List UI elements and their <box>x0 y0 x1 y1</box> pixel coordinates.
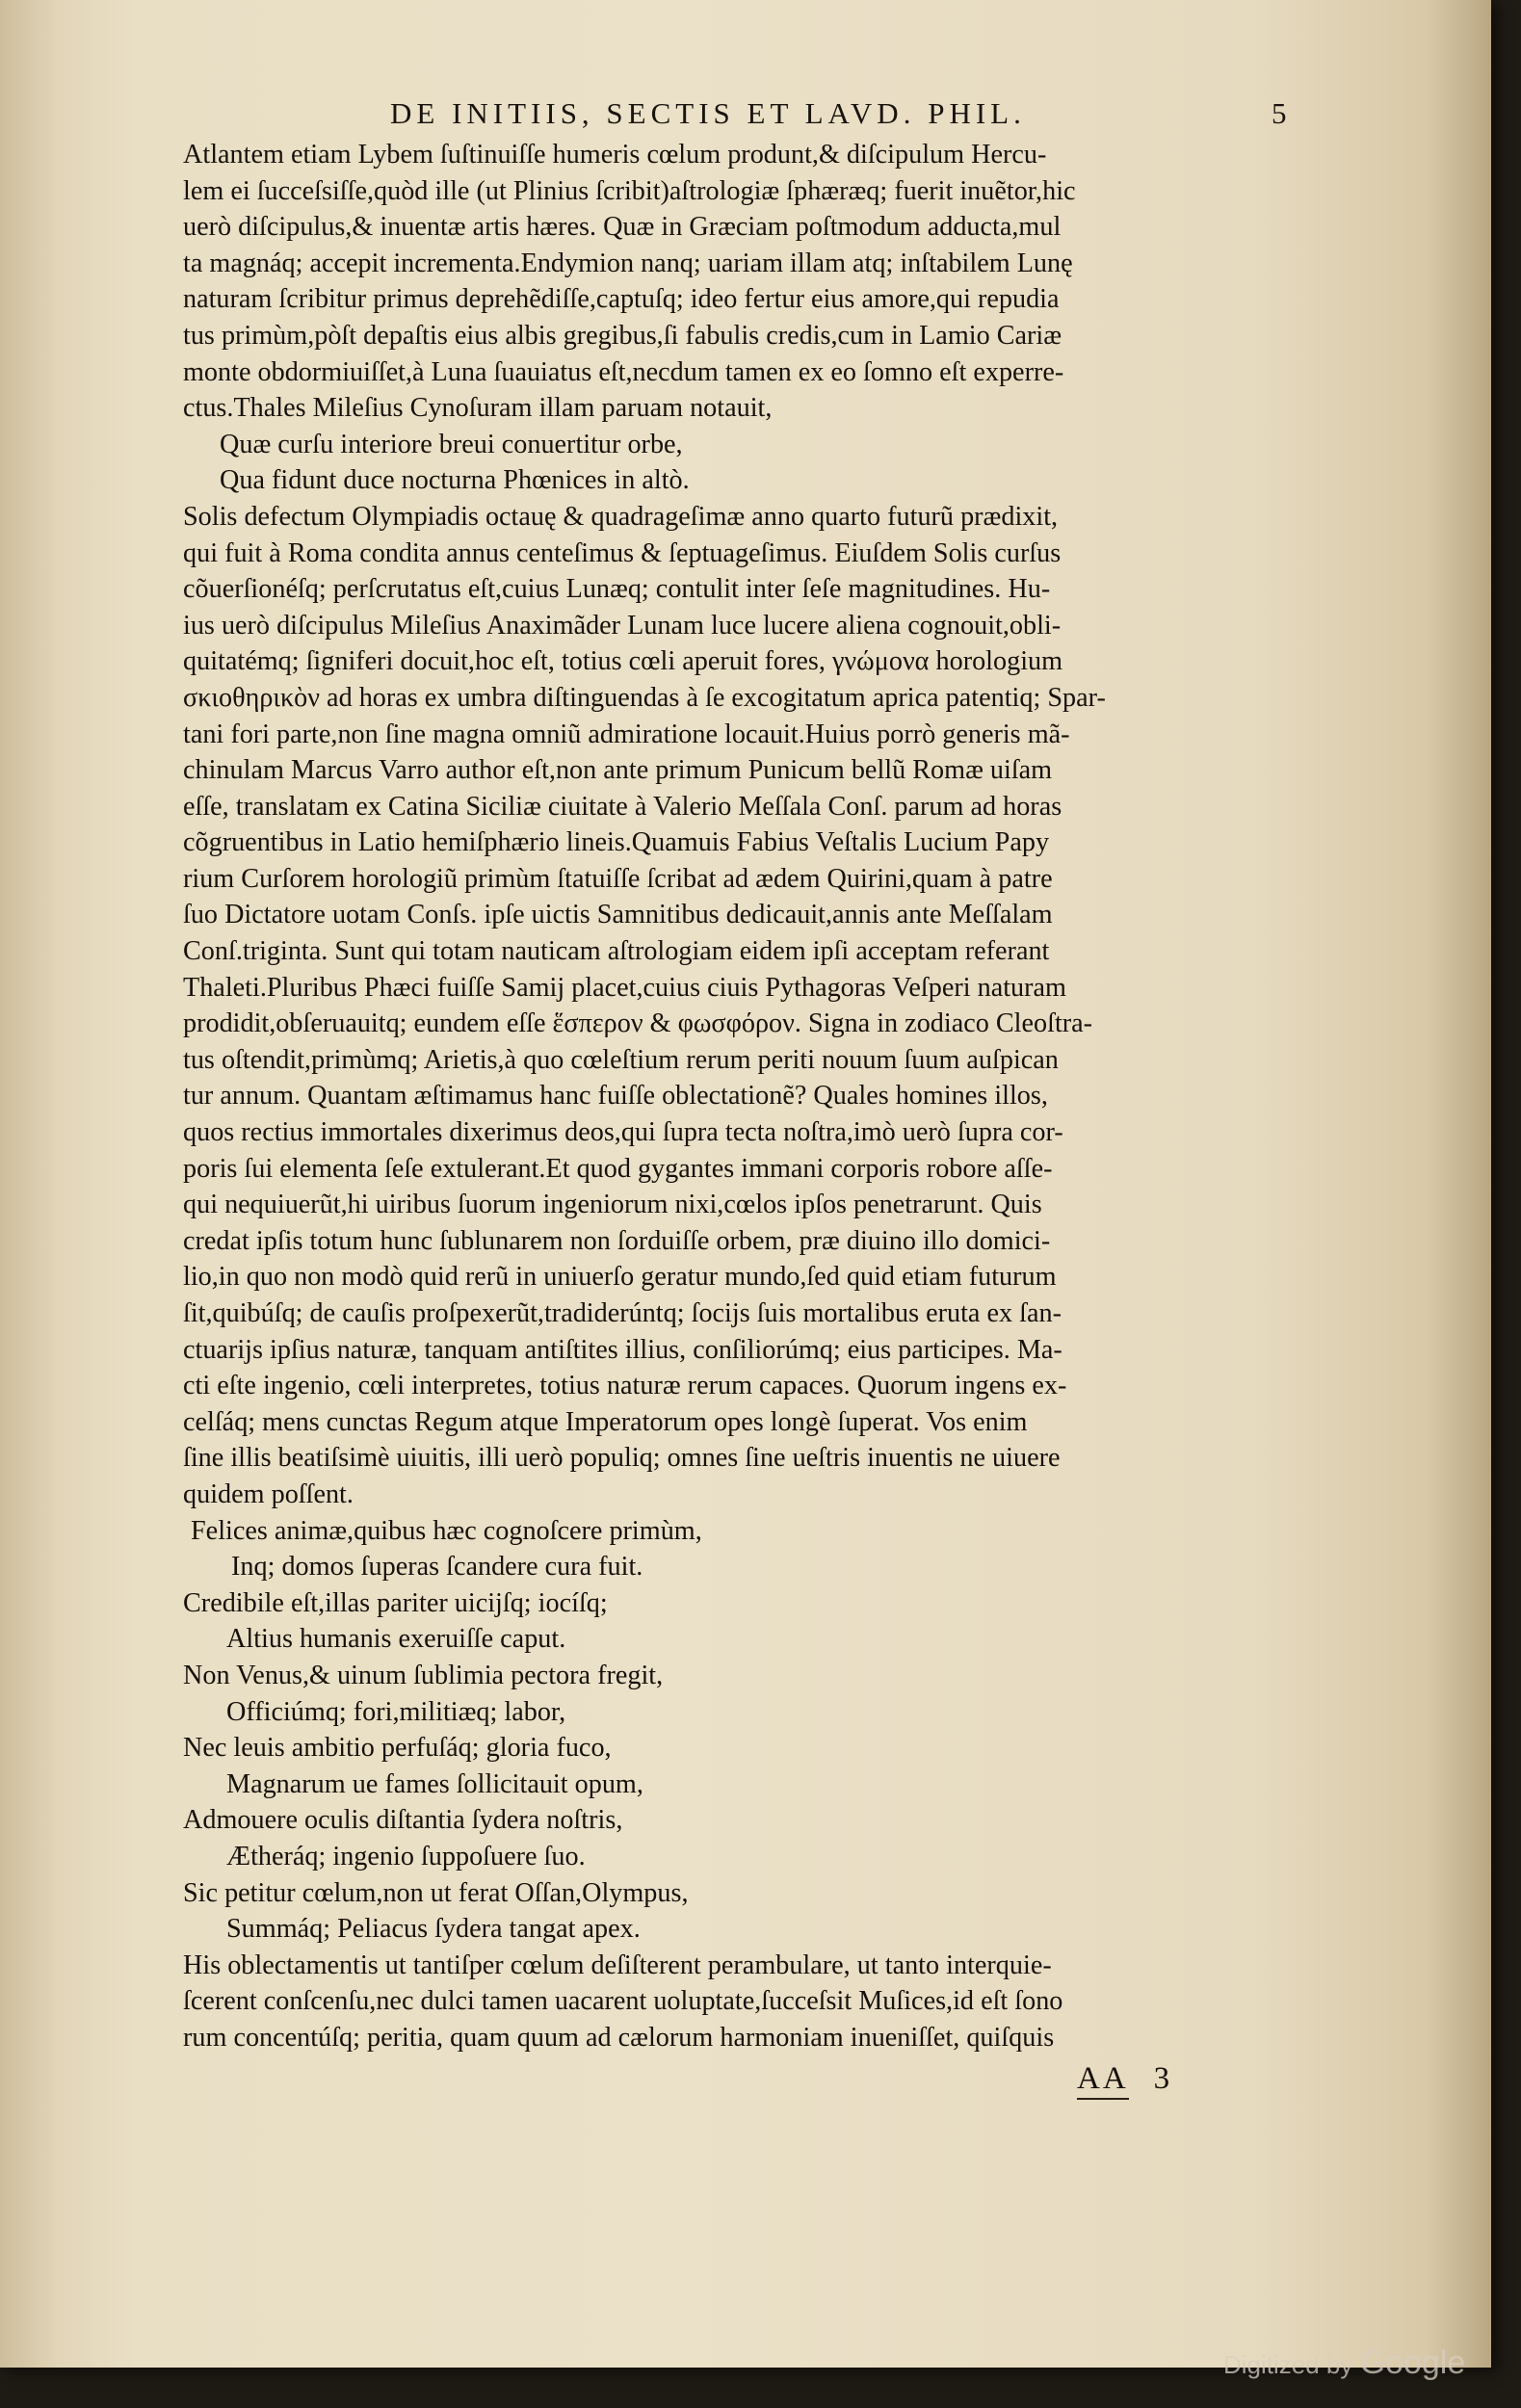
text-line: ſcerent conſcenſu,nec dulci tamen uacarent uoluptate,ſucceſsit Muſices,id eſt ſono <box>183 1986 1063 2017</box>
text-line: ſuo Dictatore uotam Conſs. ipſe uictis Samnitibus dedicauit,annis ante Meſſalam <box>183 900 1053 930</box>
text-line: cõuerſionéſq; perſcrutatus eſt,cuius Lunæq; contulit inter ſeſe magnitudines. Hu- <box>183 574 1051 605</box>
running-title: DE INITIIS, SECTIS ET LAVD. PHIL. <box>390 96 1026 130</box>
text-line: Qua fidunt duce nocturna Phœnices in altò. <box>220 465 690 496</box>
text-line: tus primùm,pòſt depaſtis eius albis gregibus,ſi fabulis credis,cum in Lamio Cariæ <box>183 320 1062 351</box>
text-line: chinulam Marcus Varro author eſt,non ante primum Punicum bellũ Romæ uiſam <box>183 755 1053 786</box>
text-line: Altius humanis exeruiſſe caput. <box>226 1624 566 1655</box>
text-line: quitatémq; ſigniferi docuit,hoc eſt, totius cœli aperuit fores, γνώμονα horologium <box>183 646 1063 677</box>
page-header <box>0 96 1491 135</box>
text-line: quos rectius immortales dixerimus deos,qui ſupra tecta noſtra,imò uerò ſupra cor- <box>183 1117 1063 1148</box>
text-line: lem ei ſucceſsiſſe,quòd ille (ut Plinius ſcribit)aſtrologiæ ſphæræq; fuerit inuẽtor,hic <box>183 175 1076 206</box>
text-line: ſine illis beatiſsimè uiuitis, illi uerò populiq; omnes ſine ueſtris inuentis ne uiuere <box>183 1443 1061 1474</box>
text-line: cõgruentibus in Latio hemiſphærio lineis.Quamuis Fabius Veſtalis Lucium Papy <box>183 827 1050 858</box>
text-line: rium Curſorem horologiũ primùm ſtatuiſſe ſcribat ad ædem Quirini,quam à patre <box>183 863 1053 894</box>
text-line: celſáq; mens cunctas Regum atque Imperatorum opes longè ſuperat. Vos enim <box>183 1406 1028 1437</box>
digitization-watermark <box>1223 2344 1465 2382</box>
body-text <box>183 137 1291 2055</box>
text-line: credat ipſis totum hunc ſublunarem non ſorduiſſe orbem, præ diuino illo domici- <box>183 1225 1051 1256</box>
text-line: ius uerò diſcipulus Mileſius Anaximãder Lunam luce lucere aliena cognouit,obli- <box>183 610 1062 641</box>
text-line: qui nequiuerũt,hi uiribus ſuorum ingeniorum nixi,cœlos ipſos penetrarunt. Quis <box>183 1190 1042 1220</box>
watermark-brand: Google <box>1359 2344 1466 2381</box>
text-line: qui fuit à Roma condita annus centeſimus & ſeptuageſimus. Eiuſdem Solis curſus <box>183 537 1062 568</box>
text-line: Solis defectum Olympiadis octauę & quadrageſimæ anno quarto futurũ prædixit, <box>183 501 1059 532</box>
text-line: quidem poſſent. <box>183 1479 354 1509</box>
text-line: ctus.Thales Mileſius Cynoſuram illam paruam notauit, <box>183 393 773 424</box>
text-line: ctuarijs ipſius naturæ, tanquam antiſtites illius, conſiliorúmq; eius participes. Ma- <box>183 1334 1062 1365</box>
text-line: Ætheráq; ingenio ſuppoſuere ſuo. <box>226 1841 586 1871</box>
text-line: Magnarum ue fames ſollicitauit opum, <box>226 1768 643 1799</box>
page-footer <box>0 2061 1491 2100</box>
text-line: Officiúmq; fori,militiæq; labor, <box>226 1696 566 1727</box>
text-line: σκιοθηρικὸν ad horas ex umbra diſtinguendas à ſe excogitatum aprica patentiq; Spar- <box>183 682 1106 713</box>
text-line: poris ſui elementa ſeſe extulerant.Et quod gygantes immani corporis robore aſſe- <box>183 1153 1053 1184</box>
text-line: Thaleti.Pluribus Phæci fuiſſe Samij placet,cuius ciuis Pythagoras Veſperi naturam <box>183 972 1066 1003</box>
text-line: ſit,quibúſq; de cauſis proſpexerũt,tradiderúntq; ſocijs ſuis mortalibus eruta ex ſan- <box>183 1298 1062 1328</box>
signature-number: 3 <box>1153 2061 1173 2096</box>
text-line: Atlantem etiam Lybem ſuſtinuiſſe humeris cœlum produnt,& diſcipulum Hercu- <box>183 140 1047 170</box>
signature-letters: AA <box>1077 2061 1129 2100</box>
text-line: Summáq; Peliacus ſydera tangat apex. <box>226 1914 641 1945</box>
text-line: uerò diſcipulus,& inuentæ artis hæres. Quæ in Græciam poſtmodum adducta,mul <box>183 212 1062 243</box>
text-line: Sic petitur cœlum,non ut ferat Oſſan,Olympus, <box>183 1877 689 1908</box>
text-line: His oblectamentis ut tantiſper cœlum deſiſterent perambulare, ut tanto interquie- <box>183 1950 1052 1980</box>
text-line: naturam ſcribitur primus deprehẽdiſſe,captuſq; ideo fertur eius amore,qui repudia <box>183 284 1060 315</box>
text-line: tus oſtendit,primùmq; Arietis,à quo cœleſtium rerum periti nouum ſuum auſpican <box>183 1044 1059 1075</box>
text-line: rum concentúſq; peritia, quam quum ad cælorum harmoniam inueniſſet, quiſquis <box>183 2022 1055 2053</box>
text-line: cti eſte ingenio, cœli interpretes, totius naturæ rerum capaces. Quorum ingens ex- <box>183 1371 1067 1401</box>
text-line: monte obdormiuiſſet,à Luna ſuauiatus eſt,necdum tamen ex eo ſomno eſt experre- <box>183 356 1064 387</box>
text-line: Non Venus,& uinum ſublimia pectora fregit, <box>183 1660 664 1690</box>
text-line: Nec leuis ambitio perfuſáq; gloria fuco, <box>183 1733 612 1764</box>
text-line: tani fori parte,non ſine magna omniũ admiratione locauit.Huius porrò generis mã- <box>183 719 1070 749</box>
text-line: Felices animæ,quibus hæc cognoſcere primùm, <box>191 1515 702 1546</box>
text-line: Credibile eſt,illas pariter uicijſq; iocíſq; <box>183 1587 608 1618</box>
page-number: 5 <box>1272 96 1287 130</box>
text-line: prodidit,obſeruauitq; eundem eſſe ἕσπερον & φωσφόρον. Signa in zodiaco Cleoſtra- <box>183 1008 1093 1039</box>
text-line: lio,in quo non modò quid rerũ in uniuerſo geratur mundo,ſed quid etiam futurum <box>183 1262 1057 1293</box>
text-line: Admouere oculis diſtantia ſydera noſtris, <box>183 1805 623 1836</box>
watermark-prefix: Digitized by <box>1223 2350 1360 2379</box>
text-line: ta magnáq; accepit incrementa.Endymion nanq; uariam illam atq; inſtabilem Lunę <box>183 248 1073 278</box>
text-line: Inq; domos ſuperas ſcandere cura fuit. <box>231 1552 643 1583</box>
text-line: Conſ.triginta. Sunt qui totam nauticam aſtrologiam eidem ipſi acceptam referant <box>183 936 1050 967</box>
text-line: tur annum. Quantam æſtimamus hanc fuiſſe oblectationẽ? Quales homines illos, <box>183 1081 1048 1112</box>
signature-mark <box>1077 2061 1172 2097</box>
text-line: eſſe, translatam ex Catina Siciliæ ciuitate à Valerio Meſſala Conſ. parum ad horas <box>183 791 1062 822</box>
text-line: Quæ curſu interiore breui conuertitur orbe, <box>220 429 683 459</box>
